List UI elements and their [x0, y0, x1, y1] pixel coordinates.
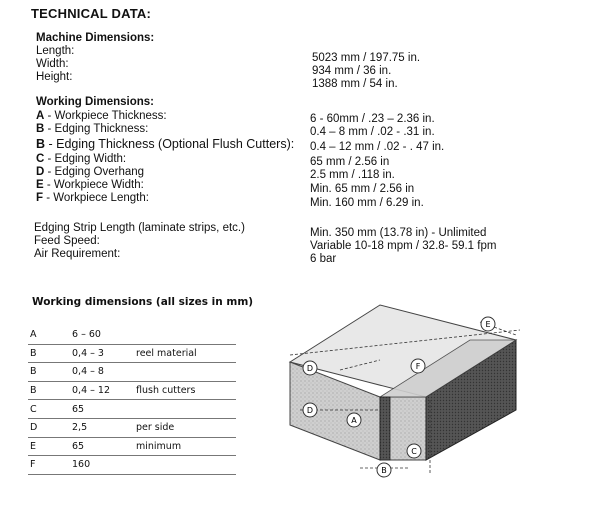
working-row-a-key: A	[36, 110, 45, 122]
working-row-a-label	[36, 110, 167, 123]
working-row-e-value: Min. 65 mm / 2.56 in	[310, 183, 415, 195]
label-a: A	[351, 416, 357, 425]
table-cell-note: reel material	[136, 344, 236, 363]
working-row-a-text: - Workpiece Thickness:	[44, 110, 167, 122]
edging-strip-length-label: Edging Strip Length (laminate strips, etc.)	[34, 222, 245, 234]
table-cell-value: 6 – 60	[72, 326, 136, 344]
working-dimensions-table-title: Working dimensions (all sizes in mm)	[32, 296, 254, 308]
working-row-d-text: - Edging Overhang	[44, 166, 145, 178]
machine-dimensions-heading: Machine Dimensions:	[36, 32, 155, 44]
air-requirement-label: Air Requirement:	[34, 248, 121, 260]
table-row	[28, 363, 236, 382]
table-cell-note	[136, 400, 236, 419]
table-cell-note	[136, 456, 236, 475]
working-row-c-label	[36, 153, 126, 166]
table-cell-note	[136, 363, 236, 382]
working-row-d-key: D	[36, 166, 45, 178]
machine-height-label: Height:	[36, 71, 73, 83]
working-row-e-text: - Workpiece Width:	[43, 179, 144, 191]
table-row	[28, 381, 236, 400]
table-cell-note: per side	[136, 418, 236, 437]
working-row-b2-value: 0.4 – 12 mm / .02 - . 47 in.	[310, 141, 445, 153]
table-cell-note: minimum	[136, 437, 236, 456]
air-requirement-value: 6 bar	[310, 253, 337, 265]
table-cell-key: E	[28, 437, 72, 456]
working-row-b1-text: - Edging Thickness:	[44, 123, 149, 135]
working-row-e-key: E	[36, 179, 44, 191]
label-e: E	[485, 320, 491, 329]
feed-speed-value: Variable 10-18 mpm / 32.8- 59.1 fpm	[310, 240, 497, 252]
machine-length-value: 5023 mm / 197.75 in.	[312, 52, 421, 64]
working-row-d-label	[36, 166, 144, 179]
table-row	[28, 326, 236, 344]
working-row-a-value: 6 - 60mm / .23 – 2.36 in.	[310, 113, 435, 125]
table-cell-key: D	[28, 418, 72, 437]
table-cell-value: 0,4 – 3	[72, 344, 136, 363]
table-cell-key: B	[28, 381, 72, 400]
working-row-b1-key: B	[36, 123, 45, 135]
working-row-b1-label	[36, 123, 148, 136]
feed-speed-label: Feed Speed:	[34, 235, 100, 247]
working-dimensions-table	[28, 326, 236, 475]
label-c: C	[411, 447, 417, 456]
table-cell-key: B	[28, 344, 72, 363]
working-row-b2-text: - Edging Thickness (Optional Flush Cutters):	[45, 137, 295, 151]
machine-length-label: Length:	[36, 45, 75, 57]
machine-height-value: 1388 mm / 54 in.	[312, 78, 398, 90]
workpiece-dimension-diagram	[280, 300, 580, 500]
label-f: F	[415, 362, 421, 371]
working-row-c-key: C	[36, 153, 45, 165]
label-d1: D	[306, 364, 314, 373]
working-row-d-value: 2.5 mm / .118 in.	[310, 169, 395, 181]
label-d2: D	[306, 406, 314, 415]
table-row	[28, 456, 236, 475]
machine-width-label: Width:	[36, 58, 69, 70]
working-row-b2-label	[36, 138, 294, 151]
working-row-b2-key: B	[36, 137, 46, 151]
table-cell-key: C	[28, 400, 72, 419]
table-cell-note: flush cutters	[136, 381, 236, 400]
working-dimensions-heading: Working Dimensions:	[36, 96, 154, 108]
working-row-f-label	[36, 192, 149, 205]
table-row	[28, 344, 236, 363]
table-cell-key: B	[28, 363, 72, 382]
table-row	[28, 400, 236, 419]
machine-width-value: 934 mm / 36 in.	[312, 65, 392, 77]
working-row-f-text: - Workpiece Length:	[43, 192, 149, 204]
page-title: TECHNICAL DATA:	[31, 6, 151, 21]
table-row	[28, 437, 236, 456]
working-row-e-label	[36, 179, 144, 192]
table-cell-value: 65	[72, 400, 136, 419]
working-row-f-key: F	[36, 192, 44, 204]
edging-strip-length-value: Min. 350 mm (13.78 in) - Unlimited	[310, 227, 487, 239]
table-cell-note	[136, 326, 236, 344]
label-b: B	[381, 466, 387, 475]
table-cell-value: 160	[72, 456, 136, 475]
table-row	[28, 418, 236, 437]
working-row-f-value: Min. 160 mm / 6.29 in.	[310, 197, 424, 209]
table-cell-value: 0,4 – 12	[72, 381, 136, 400]
table-cell-value: 65	[72, 437, 136, 456]
working-row-c-text: - Edging Width:	[44, 153, 127, 165]
table-cell-key: A	[28, 326, 72, 344]
edge-band-front	[380, 397, 390, 460]
table-cell-value: 0,4 – 8	[72, 363, 136, 382]
table-cell-value: 2,5	[72, 418, 136, 437]
working-row-c-value: 65 mm / 2.56 in	[310, 156, 390, 168]
working-row-b1-value: 0.4 – 8 mm / .02 - .31 in.	[310, 126, 435, 138]
table-cell-key: F	[28, 456, 72, 475]
